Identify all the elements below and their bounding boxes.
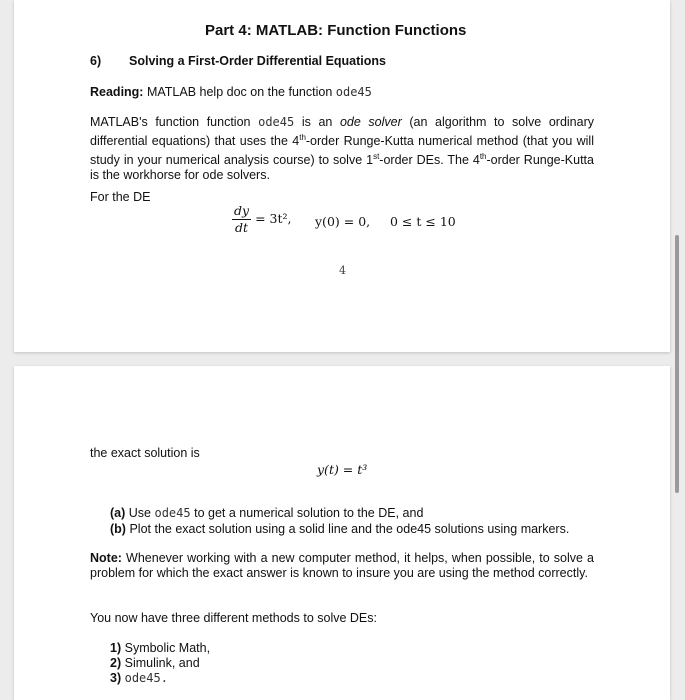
time-range: 0 ≤ t ≤ 10 [390,214,456,229]
scrollbar[interactable] [675,235,679,493]
methods-intro: You now have three different methods to solve DEs: [90,611,377,625]
task-b: (b) Plot the exact solution using a solid line and the ode45 solutions using markers. [110,522,570,536]
problem-title: Solving a First-Order Differential Equations [129,54,386,68]
initial-condition: y(0) = 0, [315,214,371,229]
de-rhs: = 3t², [255,211,292,226]
reading-line [90,85,372,99]
intro-paragraph: MATLAB's function function ode45 is an ode solver (an algorithm to solve ordinary differential equations) that uses the 4th-order Runge-Kutta numerical method (that you will study in your numerical analysis course) to solve 1st-order DEs. The 4th-order Runge-Kutta is the workhorse for ode solvers. [90,115,594,183]
exact-solution: y(t) = t³ [317,462,368,477]
method-item: 2) Simulink, and [110,656,200,670]
de-label: For the DE [90,190,151,204]
problem-number: 6) [90,54,102,68]
page-number: 4 [339,264,346,277]
reading-label: Reading: [90,85,144,99]
method-item: 1) Symbolic Math, [110,641,211,655]
derivative-fraction: $\frac{dy}{dt}$ [234,203,250,235]
de-equation [232,204,291,235]
reading-text: MATLAB help doc on the function [146,85,333,99]
task-a: (a) Use ode45 to get a numerical solution to the DE, and [110,506,424,520]
method-item: 3) ode45. [110,671,168,685]
reading-func: ode45 [335,85,372,99]
note-paragraph: Note: Whenever working with a new computer method, it helps, when possible, to solve a problem for which the exact answer is known to insure you are using the method correctly. [90,551,594,580]
section-title: Part 4: MATLAB: Function Functions [205,22,467,39]
solution-label: the exact solution is [90,446,200,460]
